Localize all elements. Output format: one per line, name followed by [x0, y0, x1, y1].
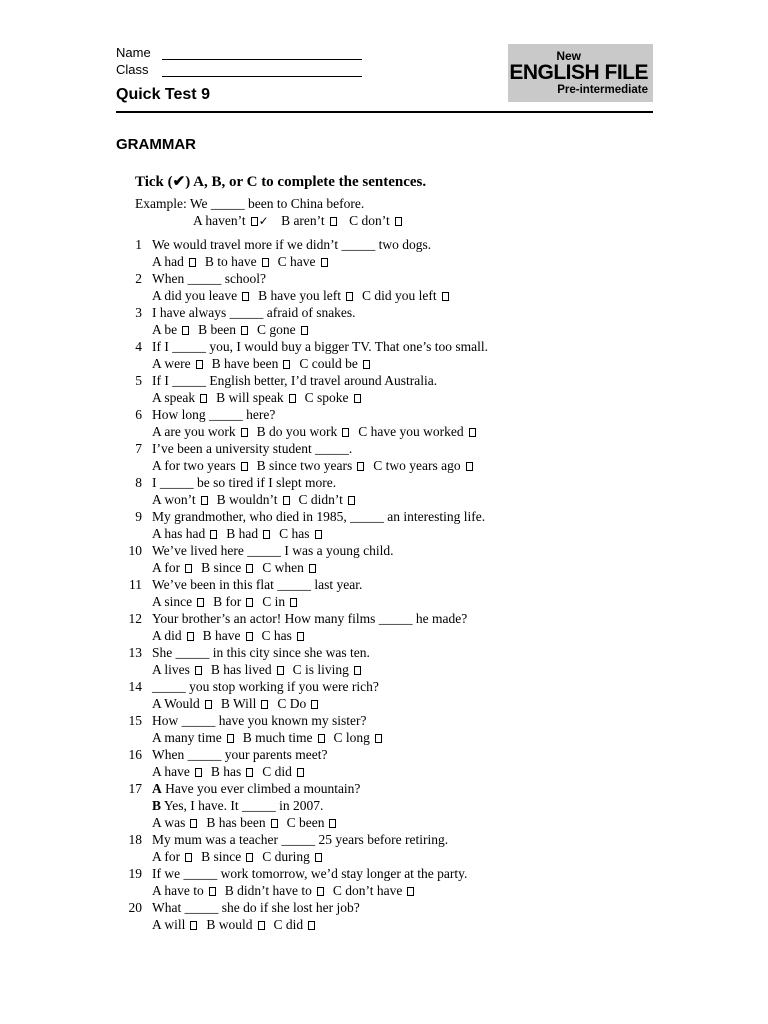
- question-stem: [152, 304, 356, 321]
- question-stem-text: I _____ be so tired if I slept more.: [152, 475, 337, 490]
- checkbox-icon[interactable]: [200, 394, 207, 403]
- answer-option[interactable]: A was: [152, 815, 197, 830]
- answer-option[interactable]: C is living: [293, 662, 361, 677]
- question-stem-text: If I _____ you, I would buy a bigger TV. That one’s too small.: [152, 339, 488, 354]
- answer-option[interactable]: B didn’t have to: [225, 883, 324, 898]
- checkbox-icon[interactable]: [201, 496, 208, 505]
- checkbox-icon[interactable]: [185, 564, 192, 573]
- answer-option[interactable]: B have you left: [258, 288, 353, 303]
- answer-option[interactable]: A are you work: [152, 424, 248, 439]
- question-number: 8: [135, 475, 142, 490]
- question-number: 13: [128, 645, 142, 660]
- checkbox-icon[interactable]: [271, 819, 278, 828]
- checkbox-icon[interactable]: [241, 428, 248, 437]
- answer-option[interactable]: B since: [201, 849, 253, 864]
- checkbox-icon[interactable]: [297, 768, 304, 777]
- question-stem: [152, 678, 379, 695]
- checkbox-icon[interactable]: [190, 819, 197, 828]
- name-label: Name: [116, 45, 151, 60]
- question-stem: [152, 372, 437, 389]
- question-number: 15: [128, 713, 142, 728]
- question-options-row: [152, 423, 485, 440]
- question-stem: [152, 576, 362, 593]
- checkbox-icon[interactable]: [246, 564, 253, 573]
- answer-option[interactable]: C could be: [299, 356, 370, 371]
- answer-option[interactable]: C has: [262, 628, 304, 643]
- question-stem: [152, 406, 275, 423]
- question-options-row: [152, 695, 327, 712]
- answer-option[interactable]: C have you worked: [358, 424, 475, 439]
- question-stem-text: If we _____ work tomorrow, we’d stay longer at the party.: [152, 866, 468, 881]
- name-field: [116, 45, 162, 60]
- question-stem-text: We would travel more if we didn’t _____ two dogs.: [152, 237, 432, 252]
- logo-line-2: ENGLISH FILE: [509, 61, 648, 84]
- class-label: Class: [116, 62, 149, 77]
- question-stem: [152, 644, 370, 661]
- question-stem: [152, 831, 448, 848]
- answer-option[interactable]: A for: [152, 849, 192, 864]
- answer-option[interactable]: B has been: [206, 815, 277, 830]
- answer-option[interactable]: A did you leave: [152, 288, 249, 303]
- example-option[interactable]: C don’t: [349, 213, 402, 228]
- question-number: 9: [135, 509, 142, 524]
- answer-option[interactable]: C didn’t: [299, 492, 355, 507]
- checkbox-icon[interactable]: [308, 921, 315, 930]
- question-stem-text-b: Yes, I have. It _____ in 2007.: [163, 798, 324, 813]
- answer-option[interactable]: A will: [152, 917, 197, 932]
- question-number: 17: [128, 781, 142, 796]
- checkbox-icon[interactable]: [297, 632, 304, 641]
- speaker-a-label: A: [152, 781, 162, 796]
- answer-option[interactable]: B had: [226, 526, 270, 541]
- checkbox-icon[interactable]: [241, 462, 248, 471]
- question-stem-text: When _____ school?: [152, 271, 266, 286]
- checkbox-icon[interactable]: [246, 768, 253, 777]
- question-number: 5: [135, 373, 142, 388]
- answer-option[interactable]: A for two years: [152, 458, 248, 473]
- question-stem-text: She _____ in this city since she was ten.: [152, 645, 370, 660]
- checkbox-icon[interactable]: [315, 853, 322, 862]
- checkbox-icon[interactable]: [246, 598, 253, 607]
- question-options-row: [152, 287, 458, 304]
- checkbox-icon[interactable]: [227, 734, 234, 743]
- checkbox-icon[interactable]: [195, 666, 202, 675]
- question-stem-text: My grandmother, who died in 1985, _____ an interesting life.: [152, 509, 486, 524]
- answer-option[interactable]: B wouldn’t: [217, 492, 290, 507]
- question-options-row: [152, 882, 423, 899]
- checkbox-icon[interactable]: [195, 768, 202, 777]
- question-stem-row-b: [152, 797, 323, 814]
- answer-option[interactable]: B Will: [221, 696, 269, 711]
- checkbox-icon[interactable]: [187, 632, 194, 641]
- answer-option[interactable]: C have: [278, 254, 328, 269]
- question-stem-text: Your brother’s an actor! How many films _____ he made?: [152, 611, 468, 626]
- question-options-row: [152, 321, 317, 338]
- question-stem-text: We’ve lived here _____ I was a young child.: [152, 543, 394, 558]
- header-divider: [116, 111, 653, 113]
- answer-option[interactable]: B would: [206, 917, 264, 932]
- question-stem: [152, 780, 360, 797]
- answer-option[interactable]: A have to: [152, 883, 216, 898]
- checkbox-icon[interactable]: [241, 326, 248, 335]
- question-number: 16: [128, 747, 142, 762]
- answer-option[interactable]: A have: [152, 764, 202, 779]
- answer-option[interactable]: B for: [213, 594, 253, 609]
- logo-line-1: New: [556, 49, 581, 63]
- question-stem-text: How _____ have you known my sister?: [152, 713, 367, 728]
- question-stem-text: My mum was a teacher _____ 25 years before retiring.: [152, 832, 449, 847]
- answer-option[interactable]: C gone: [257, 322, 308, 337]
- checkbox-icon[interactable]: [395, 217, 402, 226]
- question-options-row: [152, 593, 306, 610]
- example-option[interactable]: A haven’t ✓: [193, 213, 269, 228]
- checkbox-icon[interactable]: [182, 326, 189, 335]
- checkbox-icon[interactable]: [309, 564, 316, 573]
- answer-option[interactable]: C when: [262, 560, 316, 575]
- question-stem-text: If I _____ English better, I’d travel around Australia.: [152, 373, 438, 388]
- question-options-row: [152, 814, 345, 831]
- answer-option[interactable]: A Would: [152, 696, 212, 711]
- answer-option[interactable]: C Do: [277, 696, 318, 711]
- question-options-row: [152, 355, 379, 372]
- answer-option[interactable]: C spoke: [305, 390, 361, 405]
- answer-option[interactable]: B to have: [205, 254, 269, 269]
- checkbox-icon[interactable]: [289, 394, 296, 403]
- answer-option[interactable]: C been: [287, 815, 337, 830]
- answer-option[interactable]: A lives: [152, 662, 202, 677]
- class-blank-line[interactable]: [162, 76, 362, 77]
- checkbox-icon[interactable]: [363, 360, 370, 369]
- question-stem-text: When _____ your parents meet?: [152, 747, 328, 762]
- question-stem-text: We’ve been in this flat _____ last year.: [152, 577, 363, 592]
- question-stem-text: Have you ever climbed a mountain?: [165, 781, 361, 796]
- question-number: 12: [128, 611, 142, 626]
- question-stem: [152, 865, 467, 882]
- question-stem: [152, 746, 327, 763]
- checkbox-icon[interactable]: [329, 819, 336, 828]
- checkbox-icon[interactable]: [354, 666, 361, 675]
- checkbox-icon[interactable]: [197, 598, 204, 607]
- question-stem: [152, 338, 488, 355]
- checkbox-icon[interactable]: [466, 462, 473, 471]
- example-stem-row: [135, 195, 364, 212]
- question-number: 20: [128, 900, 142, 915]
- answer-option[interactable]: B much time: [243, 730, 325, 745]
- answer-option[interactable]: B has lived: [211, 662, 284, 677]
- question-number: 6: [135, 407, 142, 422]
- question-number: 4: [135, 339, 142, 354]
- checkbox-icon[interactable]: [469, 428, 476, 437]
- answer-option[interactable]: B do you work: [257, 424, 350, 439]
- question-stem: [152, 440, 352, 457]
- answer-option[interactable]: A won’t: [152, 492, 208, 507]
- question-number: 14: [128, 679, 142, 694]
- logo-line-3: Pre-intermediate: [557, 84, 648, 96]
- tick-icon: ✓: [258, 214, 269, 228]
- question-number: 3: [135, 305, 142, 320]
- checkbox-icon[interactable]: [196, 360, 203, 369]
- checkbox-icon[interactable]: [185, 853, 192, 862]
- question-options-row: [152, 729, 391, 746]
- question-options-row: [152, 389, 370, 406]
- checkbox-icon[interactable]: [261, 700, 268, 709]
- question-stem-text: I have always _____ afraid of snakes.: [152, 305, 356, 320]
- name-blank-line[interactable]: [162, 59, 362, 60]
- answer-option[interactable]: C in: [262, 594, 297, 609]
- checkbox-icon[interactable]: [442, 292, 449, 301]
- checkbox-icon[interactable]: [262, 258, 269, 267]
- answer-option[interactable]: C did: [262, 764, 304, 779]
- question-stem-text: How long _____ here?: [152, 407, 276, 422]
- checkbox-icon[interactable]: [301, 326, 308, 335]
- answer-option[interactable]: C two years ago: [373, 458, 472, 473]
- question-options-row: [152, 457, 482, 474]
- checkbox-icon[interactable]: [189, 258, 196, 267]
- instruction-text: Tick (✔) A, B, or C to complete the sentences.: [135, 174, 427, 190]
- question-number: 7: [135, 441, 142, 456]
- answer-option[interactable]: A speak: [152, 390, 207, 405]
- answer-option[interactable]: C don’t have: [333, 883, 415, 898]
- checkbox-icon[interactable]: [251, 217, 258, 226]
- question-options-row: [152, 491, 364, 508]
- checkbox-icon[interactable]: [246, 632, 253, 641]
- checkbox-icon[interactable]: [205, 700, 212, 709]
- checkbox-icon[interactable]: [375, 734, 382, 743]
- answer-option[interactable]: A has had: [152, 526, 217, 541]
- answer-option[interactable]: A for: [152, 560, 192, 575]
- checkbox-icon[interactable]: [283, 496, 290, 505]
- question-stem: [152, 542, 393, 559]
- checkbox-icon[interactable]: [258, 921, 265, 930]
- question-options-row: [152, 559, 325, 576]
- checkbox-icon[interactable]: [190, 921, 197, 930]
- question-number: 10: [128, 543, 142, 558]
- english-file-logo: [508, 44, 653, 102]
- example-stem: We _____ been to China before.: [189, 196, 365, 211]
- answer-option[interactable]: A many time: [152, 730, 234, 745]
- answer-option[interactable]: B have been: [212, 356, 291, 371]
- question-number: 19: [128, 866, 142, 881]
- checkbox-icon[interactable]: [357, 462, 364, 471]
- checkbox-icon[interactable]: [317, 887, 324, 896]
- question-options-row: [152, 627, 313, 644]
- answer-option[interactable]: C during: [262, 849, 322, 864]
- answer-option[interactable]: B has: [211, 764, 253, 779]
- speaker-b-label: B: [152, 798, 162, 813]
- checkbox-icon[interactable]: [321, 258, 328, 267]
- question-stem: [152, 474, 336, 491]
- question-options-row: [152, 916, 324, 933]
- answer-option[interactable]: A did: [152, 628, 194, 643]
- checkbox-icon[interactable]: [283, 360, 290, 369]
- question-options-row: [152, 763, 313, 780]
- question-number: 11: [129, 577, 142, 592]
- question-stem: [152, 712, 366, 729]
- question-stem: [152, 610, 467, 627]
- checkbox-icon[interactable]: [209, 887, 216, 896]
- question-stem: [152, 236, 431, 253]
- checkbox-icon[interactable]: [311, 700, 318, 709]
- answer-option[interactable]: B have: [203, 628, 253, 643]
- checkbox-icon[interactable]: [315, 530, 322, 539]
- checkbox-icon[interactable]: [342, 428, 349, 437]
- checkbox-icon[interactable]: [277, 666, 284, 675]
- page-title: Quick Test 9: [116, 86, 210, 103]
- question-options-row: [152, 661, 370, 678]
- section-heading: GRAMMAR: [116, 136, 196, 153]
- question-stem-text: _____ you stop working if you were rich?: [152, 679, 379, 694]
- question-options-row: [152, 525, 331, 542]
- question-options-row: [152, 253, 337, 270]
- answer-option[interactable]: C long: [334, 730, 382, 745]
- checkbox-icon[interactable]: [346, 292, 353, 301]
- answer-option[interactable]: C has: [279, 526, 321, 541]
- checkbox-icon[interactable]: [263, 530, 270, 539]
- question-stem-text: I’ve been a university student _____.: [152, 441, 353, 456]
- checkbox-icon[interactable]: [246, 853, 253, 862]
- checkbox-icon[interactable]: [290, 598, 297, 607]
- question-stem: [152, 508, 485, 525]
- checkbox-icon[interactable]: [242, 292, 249, 301]
- question-number: 2: [135, 271, 142, 286]
- answer-option[interactable]: A be: [152, 322, 189, 337]
- answer-option[interactable]: B been: [198, 322, 248, 337]
- checkbox-icon[interactable]: [354, 394, 361, 403]
- checkbox-icon[interactable]: [330, 217, 337, 226]
- answer-option[interactable]: C did you left: [362, 288, 449, 303]
- question-number: 1: [135, 237, 142, 252]
- answer-option[interactable]: C did: [274, 917, 316, 932]
- example-label: Example:: [135, 196, 187, 211]
- question-stem: [152, 270, 266, 287]
- answer-option[interactable]: A since: [152, 594, 204, 609]
- question-number: 18: [128, 832, 142, 847]
- answer-option[interactable]: B since two years: [257, 458, 365, 473]
- question-stem: [152, 899, 360, 916]
- checkbox-icon[interactable]: [210, 530, 217, 539]
- answer-option[interactable]: A had: [152, 254, 196, 269]
- question-stem-text: What _____ she do if she lost her job?: [152, 900, 360, 915]
- checkbox-icon[interactable]: [318, 734, 325, 743]
- class-field: [116, 62, 162, 77]
- answer-option[interactable]: A were: [152, 356, 203, 371]
- checkbox-icon[interactable]: [348, 496, 355, 505]
- example-option[interactable]: B aren’t: [281, 213, 337, 228]
- checkbox-icon[interactable]: [407, 887, 414, 896]
- example-options-row: [193, 212, 411, 230]
- answer-option[interactable]: B will speak: [216, 390, 296, 405]
- question-options-row: [152, 848, 331, 865]
- answer-option[interactable]: B since: [201, 560, 253, 575]
